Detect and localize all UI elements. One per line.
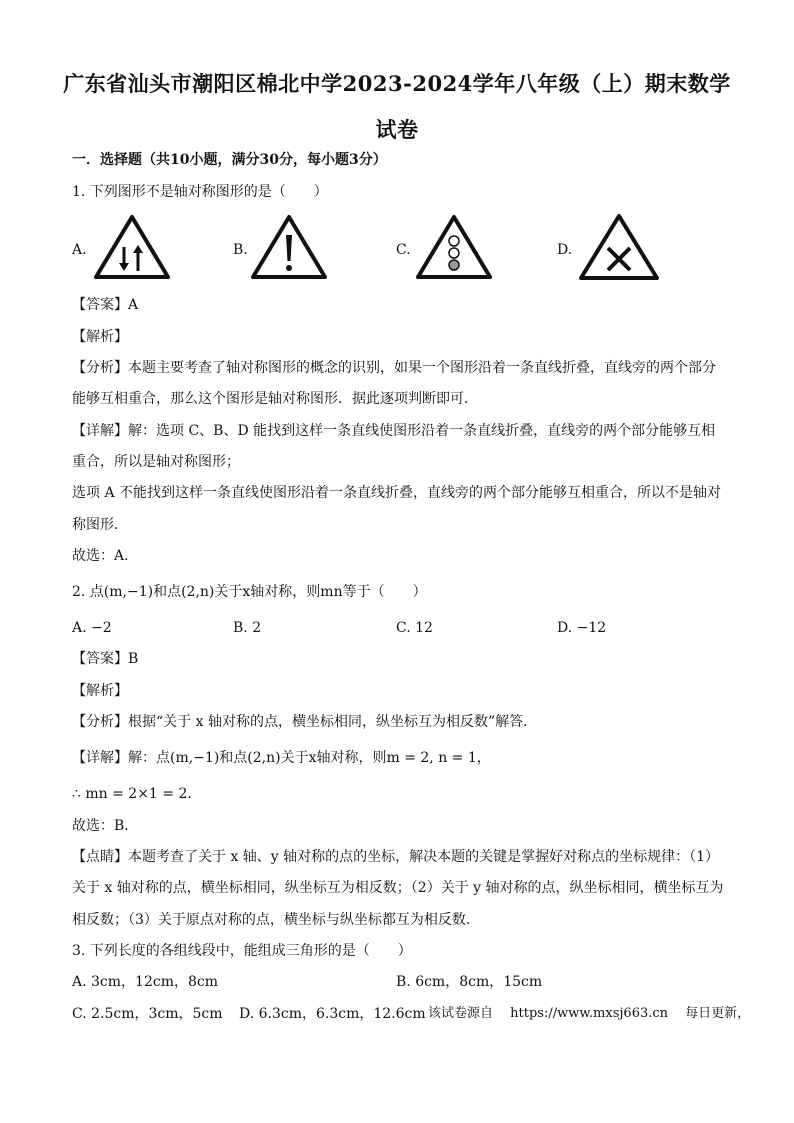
q1-option-b-label: B. (233, 242, 248, 258)
q3-option-a: A. 3cm，12cm，8cm (72, 974, 218, 990)
q1-option-a-label: A. (72, 242, 87, 258)
q2-fenxi: 【分析】根据“关于 x 轴对称的点，横坐标相同，纵坐标互为相反数”解答． (72, 714, 538, 730)
q1-xiangjie-line2: 重合，所以是轴对称图形； (72, 454, 240, 470)
q1-fenxi-line2: 能够互相重合，那么这个图形是轴对称图形．据此逐项判断即可． (72, 391, 478, 407)
two-way-traffic-sign-icon (92, 213, 172, 281)
q1-xiangjie-line1: 【详解】解：选项 C、B、D 能找到这样一条直线使图形沿着一条直线折叠，直线旁的两个部分能够互相 (72, 423, 716, 439)
q1-answer: 【答案】A (72, 297, 139, 313)
q2-dianjing-line2: 关于 x 轴对称的点，横坐标相同，纵坐标互为相反数；（2）关于 y 轴对称的点，纵坐标相同，横坐标互为 (72, 880, 724, 896)
q1-xiangjie-line4: 称图形． (72, 517, 128, 533)
x-cross-sign-icon (577, 212, 661, 282)
section-heading: 一．选择题（共10小题，满分30分，每小题3分） (72, 152, 387, 168)
q2-dianjing-line3: 相反数；（3）关于原点对称的点，横坐标与纵坐标都互为相反数． (72, 912, 480, 928)
q1-choose: 故选：A． (72, 548, 139, 564)
q2-option-c: C. 12 (396, 620, 433, 636)
q3-option-c: C. 2.5cm，3cm，5cm (72, 1006, 223, 1022)
q2-dianjing-line1: 【点睛】本题考查了关于 x 轴、y 轴对称的点的坐标，解决本题的关键是掌握好对称点的坐标规律：（1） (72, 849, 720, 865)
page-title-line1: 广东省汕头市潮阳区棉北中学2023-2024学年八年级（上）期末数学 (63, 71, 731, 96)
q2-xiangjie-line2: ∴ mn = 2×1 = 2． (72, 786, 202, 802)
q2-analysis-heading: 【解析】 (72, 683, 128, 699)
q1-analysis-heading: 【解析】 (72, 329, 128, 345)
q2-option-a: A. −2 (72, 620, 112, 636)
q3-option-b: B. 6cm，8cm，15cm (396, 974, 543, 990)
q2-choose: 故选：B． (72, 818, 139, 834)
traffic-light-sign-icon (414, 213, 494, 281)
page-title-line2: 试卷 (375, 117, 419, 142)
q2-stem: 2. 点(m,−1)和点(2,n)关于x轴对称，则mn等于（ ） (72, 584, 427, 600)
q2-option-b: B. 2 (233, 620, 262, 636)
q1-option-c-label: C. (396, 242, 411, 258)
q2-option-d: D. −12 (557, 620, 607, 636)
q1-stem: 1. 下列图形不是轴对称图形的是（ ） (72, 184, 328, 200)
q2-xiangjie-line1: 【详解】解：点(m,−1)和点(2,n)关于x轴对称，则m = 2, n = 1， (72, 750, 491, 766)
source-note: 该试卷源自 https://www.mxsj663.cn 每日更新， (428, 1006, 751, 1021)
q2-answer: 【答案】B (72, 651, 139, 667)
q3-option-d: D. 6.3cm，6.3cm，12.6cm (239, 1006, 426, 1022)
q1-option-d-label: D. (557, 242, 573, 258)
q1-xiangjie-line3: 选项 A 不能找到这样一条直线使图形沿着一条直线折叠，直线旁的两个部分能够互相重合，所以不是轴对 (72, 485, 722, 501)
q1-fenxi-line1: 【分析】本题主要考查了轴对称图形的概念的识别，如果一个图形沿着一条直线折叠，直线旁的两个部分 (72, 360, 716, 376)
warning-exclamation-sign-icon (249, 213, 329, 281)
q3-stem: 3. 下列长度的各组线段中，能组成三角形的是（ ） (72, 943, 412, 959)
